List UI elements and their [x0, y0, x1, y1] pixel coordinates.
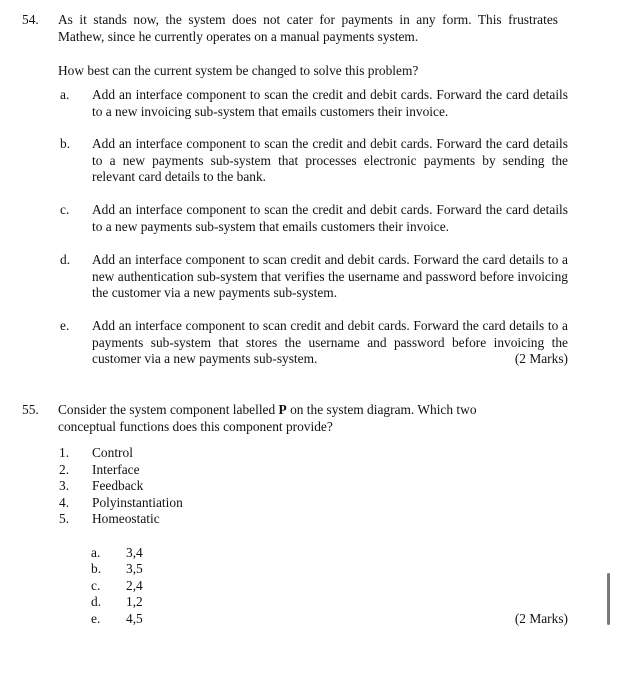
q54-option-b: Add an interface component to scan the credit and debit cards. Forward the card details to a new payments sub-system that processes electronic payments by sending the relevant card details to the bank.: [92, 136, 568, 184]
q55-list-num: 5.: [59, 511, 70, 526]
q55-marks: (2 Marks): [514, 611, 568, 626]
q55-list-num: 3.: [59, 478, 70, 493]
q54-option-d-letter: d.: [60, 252, 71, 267]
q55-answer-letter: c.: [91, 578, 101, 593]
q55-list-num: 2.: [59, 462, 70, 477]
q55-list-item: Interface: [92, 462, 140, 477]
q54-question: How best can the current system be changed to solve this problem?: [58, 63, 419, 78]
q55-answer-letter: e.: [91, 611, 101, 626]
q55-number: 55.: [22, 402, 39, 417]
q54-option-a-letter: a.: [60, 87, 70, 102]
q55-list-item: Control: [92, 445, 133, 460]
q55-list-item: Polyinstantiation: [92, 495, 183, 510]
scrollbar[interactable]: [607, 573, 610, 625]
q55-answer-letter: a.: [91, 545, 101, 560]
q54-option-e-letter: e.: [60, 318, 70, 333]
q55-answer-letter: b.: [91, 561, 102, 576]
q55-list-num: 4.: [59, 495, 70, 510]
q54-marks: (2 Marks): [514, 351, 568, 366]
q54-number: 54.: [22, 12, 39, 27]
q55-answer-value: 2,4: [126, 578, 143, 593]
q55-list-num: 1.: [59, 445, 70, 460]
q55-answer-value: 3,4: [126, 545, 143, 560]
q55-answer-value: 1,2: [126, 594, 143, 609]
q55-answer-value: 3,5: [126, 561, 143, 576]
q54-option-c: Add an interface component to scan the credit and debit cards. Forward the card details to a new payments sub-system that emails customers their invoice.: [92, 202, 568, 234]
q55-list-item: Homeostatic: [92, 511, 160, 526]
q55-stem: Consider the system component labelled P on the system diagram. Which two conceptual functions does this component provide?: [58, 402, 477, 434]
q55-list-item: Feedback: [92, 478, 144, 493]
q54-option-c-letter: c.: [60, 202, 70, 217]
q54-option-e: Add an interface component to scan credit and debit cards. Forward the card details to a payments sub-system that stores the username and password before invoicing the customer via a new payments sub-system.: [92, 318, 568, 366]
q54-stem: As it stands now, the system does not cater for payments in any form. This frustrates Mathew, since he currently operates on a manual payments system.: [58, 12, 558, 44]
q55-answer-letter: d.: [91, 594, 102, 609]
q54-option-b-letter: b.: [60, 136, 71, 151]
component-label-p: P: [278, 402, 287, 417]
q54-option-d: Add an interface component to scan credit and debit cards. Forward the card details to a new authentication sub-system that verifies the username and password before invoicing the customer via a new payments sub-system.: [92, 252, 568, 300]
q55-answer-value: 4,5: [126, 611, 143, 626]
q54-option-a: Add an interface component to scan the credit and debit cards. Forward the card details to a new invoicing sub-system that emails customers their invoice.: [92, 87, 568, 119]
